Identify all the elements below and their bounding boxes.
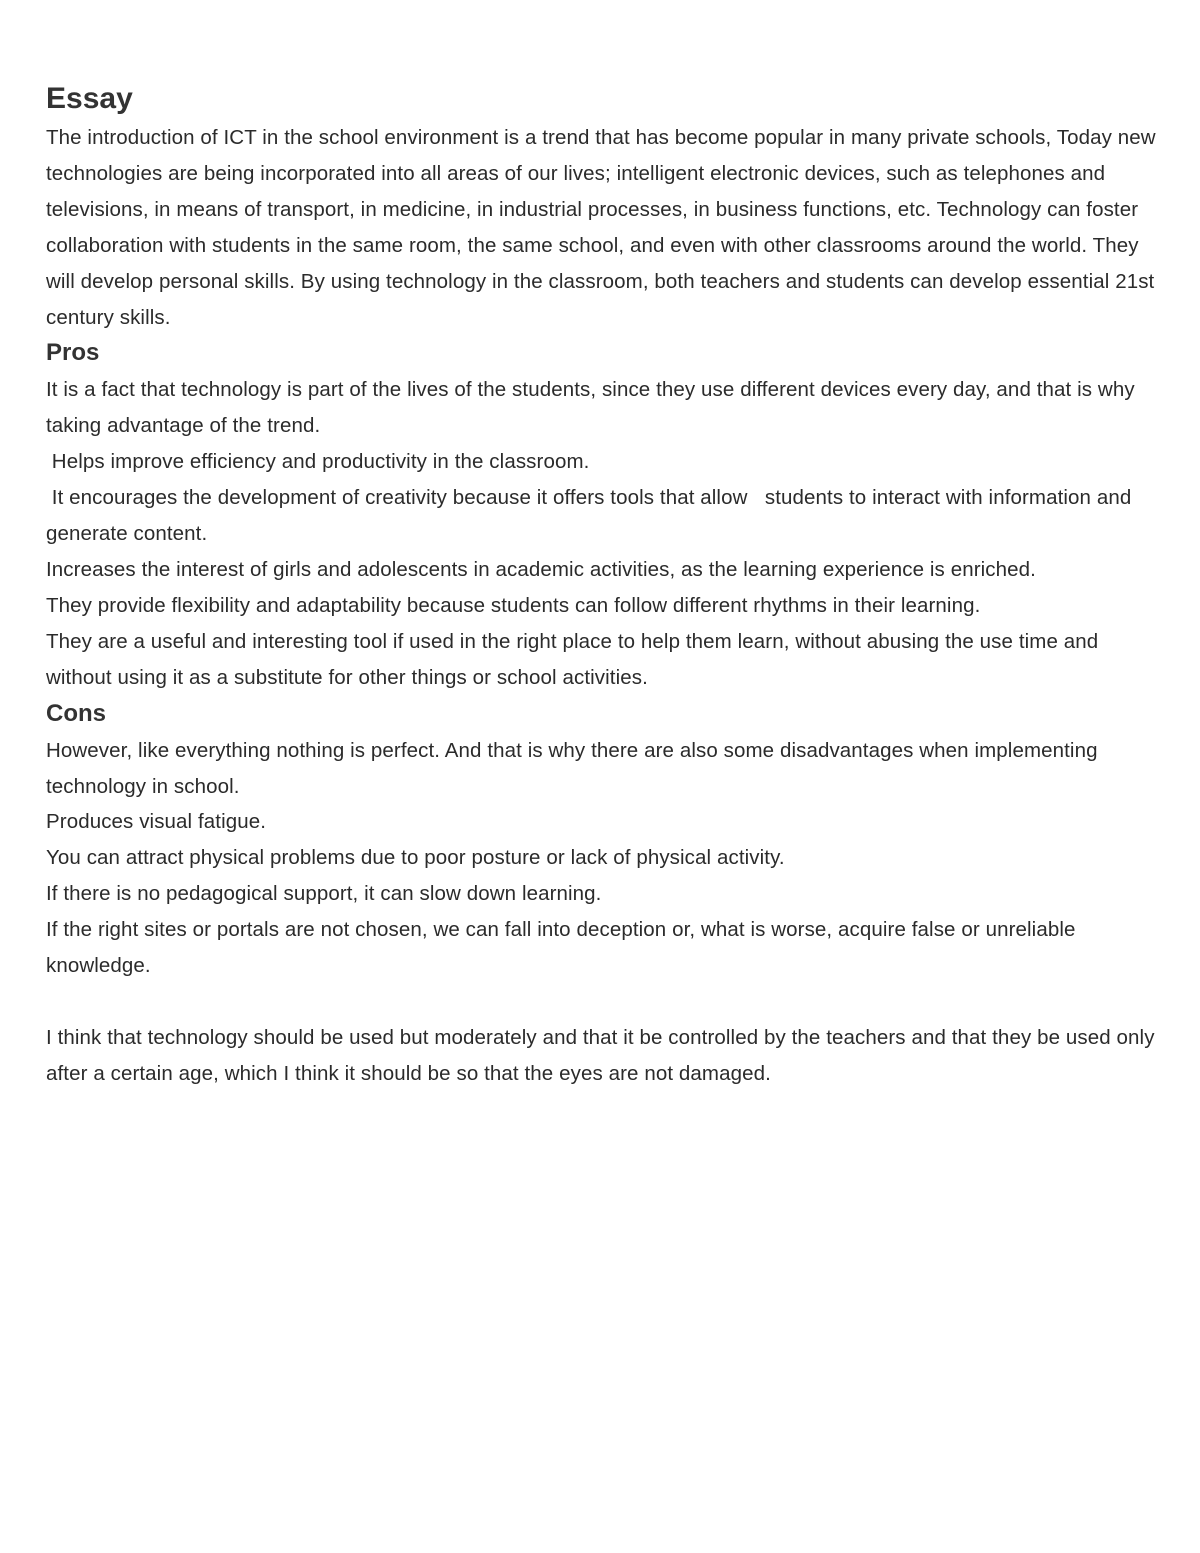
pros-heading: Pros bbox=[46, 339, 100, 367]
cons-item: If the right sites or portals are not chosen, we can fall into deception or, what is worse, acquire false or unreliable knowledge. bbox=[46, 918, 1076, 978]
essay-page bbox=[46, 80, 1161, 1092]
cons-item: If there is no pedagogical support, it can slow down learning. bbox=[46, 882, 602, 906]
paragraph-spacer bbox=[46, 984, 1161, 1020]
pros-item: It encourages the development of creativity because it offers tools that allow students to interact with information and generate content. bbox=[46, 486, 1138, 546]
essay-title: Essay bbox=[46, 82, 133, 115]
intro-paragraph: The introduction of ICT in the school environment is a trend that has become popular in many private schools, Today new technologies are being incorporated into all areas of our lives; intelligent electronic devices, such as telephones and televisions, in means of transport, in medicine, in industrial processes, in business functions, etc. Technology can foster collaboration with students in the same room, the same school, and even with other classrooms around the world. They will develop personal skills. By using technology in the classroom, both teachers and students can develop essential 21st century skills. bbox=[46, 126, 1156, 329]
cons-heading: Cons bbox=[46, 699, 106, 727]
pros-item: Helps improve efficiency and productivity in the classroom. bbox=[46, 450, 590, 474]
cons-item: You can attract physical problems due to poor posture or lack of physical activity. bbox=[46, 846, 785, 870]
conclusion-paragraph: I think that technology should be used but moderately and that it be controlled by the teachers and that they be used only after a certain age, which I think it should be so that the eyes are not damaged. bbox=[46, 1025, 1155, 1085]
pros-item: It is a fact that technology is part of the lives of the students, since they use different devices every day, and that is why taking advantage of the trend. bbox=[46, 378, 1135, 438]
cons-item: Produces visual fatigue. bbox=[46, 810, 267, 834]
pros-item: Increases the interest of girls and adolescents in academic activities, as the learning experience is enriched. bbox=[46, 557, 1036, 581]
pros-item: They are a useful and interesting tool if used in the right place to help them learn, without abusing the use time and without using it as a substitute for other things or school activities. bbox=[46, 629, 1099, 689]
cons-item: However, like everything nothing is perfect. And that is why there are also some disadvantages when implementing technology in school. bbox=[46, 738, 1098, 798]
pros-item: They provide flexibility and adaptability because students can follow different rhythms in their learning. bbox=[46, 593, 981, 617]
